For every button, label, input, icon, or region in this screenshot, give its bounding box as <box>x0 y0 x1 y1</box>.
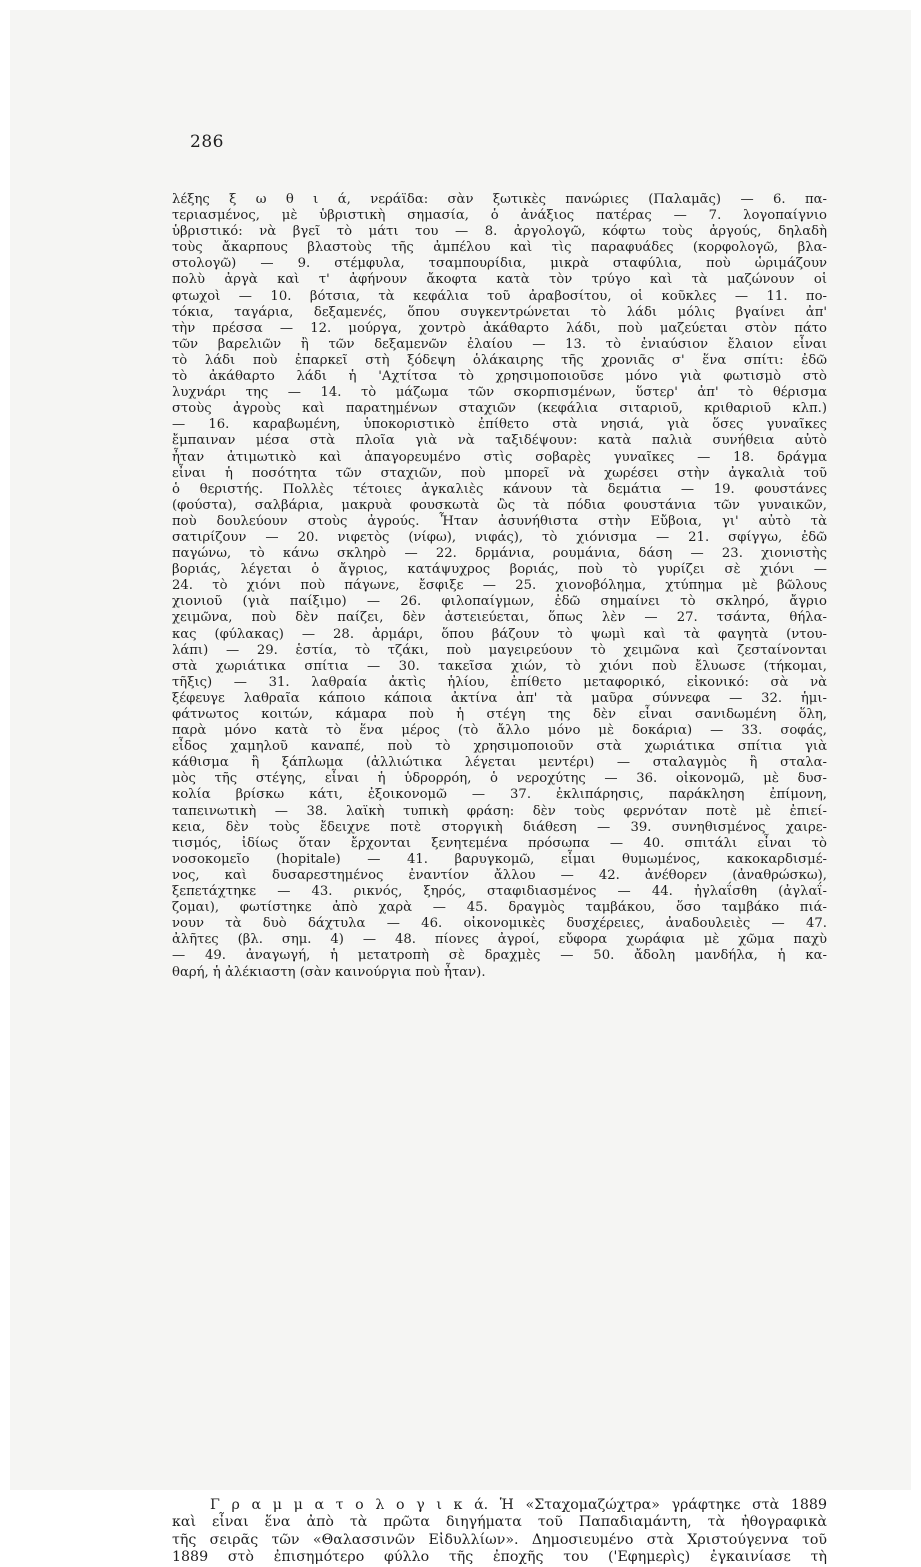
text-line: ξέφευγε λαθραῖα κάποιο κάποια ἀκτίνα ἀπ' τὰ μαῦρα σύννεφα — 32. ἡμι- <box>172 690 827 706</box>
text-line: — 16. καραβωμένη, ὑποκοριστικὸ ἐπίθετο στὰ νησιά, γιὰ ὅσες γυναῖκες <box>172 417 827 433</box>
text-line: κάθισμα ἢ ξάπλωμα (ἀλλιώτικα λέγεται μεντέρι) — σταλαγμὸς ἢ σταλα- <box>172 755 827 771</box>
footnotes-block <box>172 192 827 981</box>
text-line: πολὺ ἀργὰ καὶ τ' ἀφήνουν ἄκοφτα κατὰ τὸν τρύγο καὶ τὰ μαζώνουν οἱ <box>172 272 827 288</box>
text-line: ζομαι), φωτίστηκε ἀπὸ χαρὰ — 45. δραγμὸς ταμβάκου, ὅσο ταμβάκο πιά- <box>172 900 827 916</box>
text-line: 1889 στὸ ἐπισημότερο φύλλο τῆς ἐποχῆς του ('Εφημερὶς) ἐγκαινίασε τὴ <box>172 1549 827 1566</box>
text-line: τόκια, ταγάρια, δεξαμενές, ὅπου συγκεντρώνεται τὸ λάδι μόλις βγαίνει ἀπ' <box>172 304 827 320</box>
text-line: τῆς σειρᾶς τῶν «Θαλασσινῶν Εἰδυλλίων». Δημοσιευμένο στὰ Χριστούγεννα τοῦ <box>172 1531 827 1548</box>
text-line: βοριάς, λέγεται ὁ ἄγριος, κατάψυχρος βοριάς, ποὺ τὸ γυρίζει σὲ χιόνι — <box>172 562 827 578</box>
text-line: στολογῶ) — 9. στέμφυλα, τσαμπουρίδια, μικρὰ σταφύλια, ποὺ ὡριμάζουν <box>172 256 827 272</box>
text-line: στοὺς ἀγροὺς καὶ παρατημένων σταχιῶν (κεφάλια σιταριοῦ, κριθαριοῦ κλπ.) <box>172 401 827 417</box>
text-line: φάτνωτος κοιτών, κάμαρα ποὺ ἡ στέγη της δὲν εἶναι σανιδωμένη ὅλη, <box>172 707 827 722</box>
book-page <box>10 10 911 1566</box>
text-line: παγώνω, τὸ κάνω σκληρὸ — 22. δρμάνια, ρουμάνια, δάση — 23. χιονιστὴς <box>172 546 827 562</box>
text-line: τοὺς ἄκαρπους βλαστοὺς τῆς ἀμπέλου καὶ τὶς παραφυάδες (κορφολογῶ, βλα- <box>172 240 827 256</box>
text-line: κας (φύλακας) — 28. ἀρμάρι, ὅπου βάζουν τὸ ψωμὶ καὶ τὰ φαγητὰ (ντου- <box>172 626 827 642</box>
text-line: λάπι) — 29. ἑστία, τὸ τζάκι, ποὺ μαγειρεύουν τὸ χειμῶνα καὶ ζεσταίνονται <box>172 642 827 658</box>
text-line: σατιρίζουν — 20. νιφετὸς (νίφω), νιφάς), τὸ χιόνισμα — 21. σφίγγω, ἐδῶ <box>172 529 827 545</box>
text-line: εἶδος χαμηλοῦ καναπέ, ποὺ τὸ χρησιμοποιοῦν στὰ χωριάτικα σπίτια γιὰ <box>172 739 827 755</box>
text-line: καὶ εἶναι ἕνα ἀπὸ τὰ πρῶτα διηγήματα τοῦ Παπαδιαμάντη, τὰ ἠθογραφικὰ <box>172 1514 827 1531</box>
text-line: θαρή, ἡ ἀλέκιαστη (σὰν καινούργια ποὺ ἦταν). <box>172 964 486 980</box>
text-line: τῶν βαρελιῶν ἢ τῶν δεξαμενῶν ἐλαίου — 13. τὸ ἐνιαύσιον ἔλαιον εἶναι <box>172 336 827 352</box>
text-line: (φούστα), σαλβάρια, μακρυὰ φουσκωτὰ ὣς τὰ πόδια φουστάνια τῶν γυναικῶν, <box>172 497 827 513</box>
text-line: τεριασμένος, μὲ ὑβριστικὴ σημασία, ὁ ἀνάξιος πατέρας — 7. λογοπαίγνιο <box>172 208 827 224</box>
text-line: λυχνάρι της — 14. τὸ μάζωμα τῶν σκορπισμένων, ὕστερ' ἀπ' τὸ θέρισμα <box>172 385 827 401</box>
text-line: ποὺ δουλεύουν στοὺς ἀγρούς. Ἦταν ἀσυνήθιστα στὴν Εὔβοια, γι' αὐτὸ τὰ <box>172 513 827 529</box>
text-line: ταπεινωτικὴ — 38. λαϊκὴ τυπικὴ φράση: δὲν τοὺς φερνόταν ποτὲ μὲ ἐπιεί- <box>172 803 827 819</box>
text-line: τὸ λάδι ποὺ ἐπαρκεῖ στὴ ξόδεψη ὁλάκαιρης τῆς χρονιᾶς σ' ἕνα σπίτι: ἐδῶ <box>172 352 827 368</box>
text-line: τὴν πρέσσα — 12. μούργα, χοντρὸ ἀκάθαρτο λάδι, ποὺ μαζεύεται στὸν πάτο <box>172 320 827 336</box>
text-line: κολία βρίσκω κάτι, ἐξοικονομῶ — 37. ἐκλιπάρησις, παράκληση ἐπίμονη, <box>172 787 827 803</box>
text-line: τῆξις) — 31. λαθραία ἀκτὶς ἡλίου, ἐπίθετο μεταφορικό, εἰκονικό: σὰ νὰ <box>172 674 827 690</box>
text-line: ξεπετάχτηκε — 43. ρικνός, ξηρός, σταφιδιασμένος — 44. ἠγλαΐσθη (ἀγλαΐ- <box>172 884 827 900</box>
text-line: τὸ ἀκάθαρτο λάδι ἡ 'Αχτίτσα τὸ χρησιμοποιοῦσε μόνο γιὰ φωτισμὸ στὸ <box>172 369 827 385</box>
text-line: ὁ θεριστής. Πολλὲς τέτοιες ἀγκαλιὲς κάνουν τὰ δεμάτια — 19. φουστάνες <box>172 481 827 497</box>
text-line: τισμός, ἰδίως ὅταν ἔρχονται ξενητεμένα πρόσωπα — 40. σπιτάλι εἶναι τὸ <box>172 835 827 851</box>
text-line: παρὰ μόνο κατὰ τὸ ἕνα μέρος (τὸ ἄλλο μόνο μὲ δοκάρια) — 33. σοφάς, <box>172 723 827 739</box>
text-line: νουν τὰ δυὸ δάχτυλα — 46. οἰκονομικὲς δυσχέρειες, ἀναδουλειὲς — 47. <box>172 916 827 932</box>
text-line: κεια, δὲν τοὺς ἔδειχνε ποτὲ στοργικὴ διάθεση — 39. συνηθισμένος χαιρε- <box>172 819 827 835</box>
text-line: χιονιοῦ (γιὰ παίξιμο) — 26. φιλοπαίγμων, ἐδῶ σημαίνει τὸ σκληρό, ἄγριο <box>172 594 827 610</box>
text-line: Γ ρ α μ μ α τ ο λ ο γ ι κ ά. Ἡ «Σταχομαζώχτρα» γράφτηκε στὰ 1889 <box>210 1497 827 1513</box>
text-line: ἀλῆτες (βλ. σημ. 4) — 48. πίονες ἀγροί, εὔφορα χωράφια μὲ χῶμα παχὺ <box>172 932 827 948</box>
page-number: 286 <box>190 132 224 152</box>
grammar-paragraph <box>172 1497 827 1567</box>
text-line: ἦταν ἀτιμωτικὸ καὶ ἀπαγορευμένο στὶς σοβαρὲς γυναῖκες — 18. δράγμα <box>172 449 827 465</box>
text-line: νος, καὶ δυσαρεστημένος ἐναντίον ἄλλου — 42. ἀνέθορεν (ἀναθρώσκω), <box>172 867 827 883</box>
text-line: λέξης ξ ω θ ι ά, νεράϊδα: σὰν ξωτικὲς πανώριες (Παλαμᾶς) — 6. πα- <box>172 192 827 207</box>
text-line: ὑβριστικό: νὰ βγεῖ τὸ μάτι του — 8. ἀργολογῶ, κόφτω τοὺς ἀργούς, δηλαδὴ <box>172 224 827 240</box>
text-line: — 49. ἀναγωγή, ἡ μετατροπὴ σὲ δραχμὲς — 50. ἄδολη μανδήλα, ἡ κα- <box>172 948 827 964</box>
text-line: μὸς τῆς στέγης, εἶναι ἡ ὑδρορρόη, ὁ νεροχύτης — 36. οἰκονομῶ, μὲ δυσ- <box>172 771 827 787</box>
text-line: φτωχοὶ — 10. βότσια, τὰ κεφάλια τοῦ ἀραβοσίτου, οἱ κοῦκλες — 11. πο- <box>172 288 827 304</box>
text-line: ἔμπαιναν μέσα στὰ πλοῖα γιὰ νὰ ταξιδέψουν: κατὰ παλιὰ συνήθεια αὐτὸ <box>172 433 827 449</box>
text-line: νοσοκομεῖο (hopitale) — 41. βαρυγκομῶ, εἶμαι θυμωμένος, κακοκαρδισμέ- <box>172 851 827 867</box>
text-line: 24. τὸ χιόνι ποὺ πάγωνε, ἔσφιξε — 25. χιονοβόλημα, χτύπημα μὲ βῶλους <box>172 578 827 594</box>
text-line: χειμῶνα, ποὺ δὲν παίζει, δὲν ἀστειεύεται, ὅπως λὲν — 27. τσάντα, θήλα- <box>172 610 827 626</box>
text-line: στὰ χωριάτικα σπίτια — 30. τακεῖσα χιών, τὸ χιόνι ποὺ ἔλυωσε (τήκομαι, <box>172 658 827 674</box>
text-line: εἶναι ἡ ποσότητα τῶν σταχιῶν, ποὺ μπορεῖ νὰ χωρέσει στὴν ἀγκαλιὰ τοῦ <box>172 465 827 481</box>
